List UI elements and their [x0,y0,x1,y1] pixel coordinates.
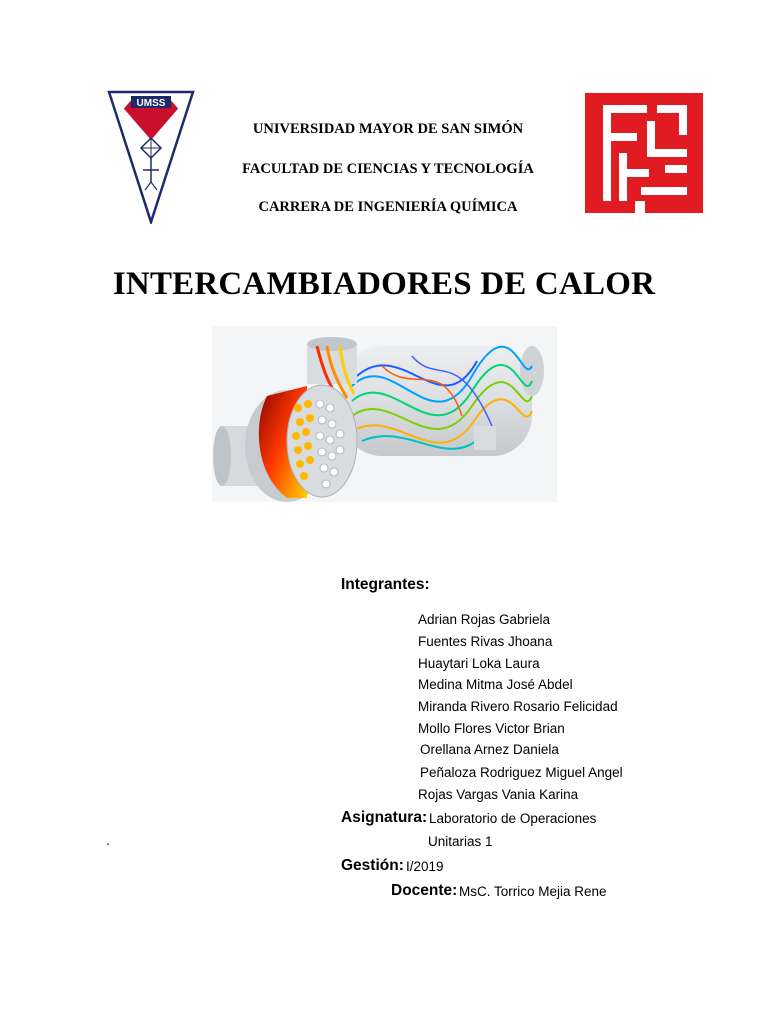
umss-logo [107,90,195,224]
docente-label: Docente: [391,882,458,899]
asignatura-value-line1: Laboratorio de Operaciones [429,811,597,826]
page-title: INTERCAMBIADORES DE CALOR [112,266,656,302]
member-name: Huaytari Loka Laura [418,656,540,671]
gestion-label: Gestión: [341,857,404,874]
member-name: Mollo Flores Victor Brian [418,721,565,736]
asignatura-label: Asignatura: [341,809,428,826]
university-name: UNIVERSIDAD MAYOR DE SAN SIMÓN [252,121,524,137]
member-name: Adrian Rojas Gabriela [418,612,551,627]
member-name: Orellana Arnez Daniela [420,742,559,757]
gestion-value: I/2019 [406,859,444,874]
member-name: Medina Mitma José Abdel [418,677,573,692]
asignatura-value-line2: Unitarias 1 [428,834,493,849]
docente-value: MsC. Torrico Mejia Rene [459,884,607,899]
fcyt-logo [585,93,703,213]
member-name: Peñaloza Rodriguez Miguel Angel [420,765,623,780]
member-name: Rojas Vargas Vania Karina [418,787,579,802]
umss-logo-text: UMSS [136,98,166,109]
career-name: CARRERA DE INGENIERÍA QUÍMICA [258,199,518,215]
member-name: Miranda Rivero Rosario Felicidad [418,699,618,714]
faculty-name: FACULTAD DE CIENCIAS Y TECNOLOGÍA [242,161,534,177]
stray-period: . [106,833,110,848]
heat-exchanger-image [212,326,557,502]
integrantes-label: Integrantes: [341,576,430,593]
member-name: Fuentes Rivas Jhoana [418,634,553,649]
